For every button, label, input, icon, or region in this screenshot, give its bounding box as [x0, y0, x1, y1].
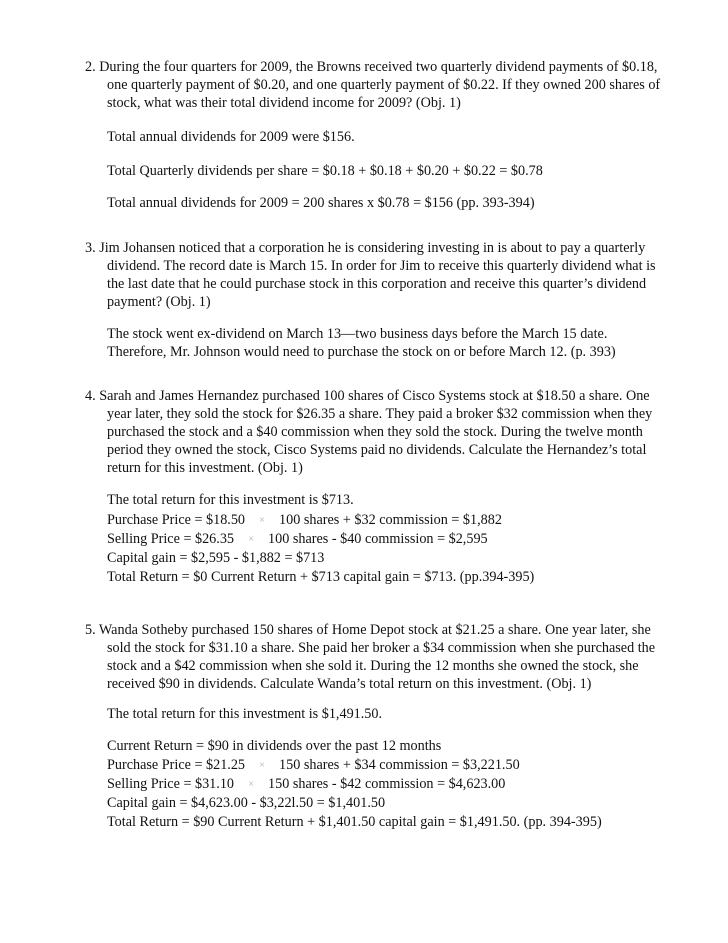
question-text-line: 5. Wanda Sotheby purchased 150 shares of Home Depot stock at $21.25 a share. One year later, she	[85, 622, 651, 638]
question-text-line: purchased the stock and a $40 commission when they sold the stock. During the twelve month	[107, 424, 643, 440]
calc-price: Selling Price = $31.10	[107, 776, 235, 792]
answer-line: Capital gain = $4,623.00 - $3,22l.50 = $1,401.50	[107, 795, 386, 811]
calc-result: 150 shares + $34 commission = $3,221.50	[279, 757, 520, 773]
question-text-line: sold the stock for $31.10 a share. She paid her broker a $34 commission when she purchased the	[107, 640, 656, 656]
question-text-line: year later, they sold the stock for $26.35 a share. They paid a broker $32 commission when they	[107, 406, 653, 422]
calc-line	[107, 756, 520, 775]
multiply-symbol: ×	[248, 778, 254, 790]
answer-line: The total return for this investment is $1,491.50.	[107, 706, 383, 722]
answer-line: Total Return = $0 Current Return + $713 capital gain = $713. (pp.394-395)	[107, 569, 535, 585]
calc-price: Selling Price = $26.35	[107, 531, 235, 547]
calc-result: 100 shares + $32 commission = $1,882	[279, 512, 502, 528]
question-text-line: 2. During the four quarters for 2009, the Browns received two quarterly dividend payments of $0.18,	[85, 59, 658, 75]
multiply-symbol: ×	[248, 533, 254, 545]
answer-line: Therefore, Mr. Johnson would need to purchase the stock on or before March 12. (p. 393)	[107, 344, 616, 360]
calc-result: 100 shares - $40 commission = $2,595	[268, 531, 488, 547]
answer-line: Total annual dividends for 2009 were $156.	[107, 129, 355, 145]
question-text-line: payment? (Obj. 1)	[107, 294, 211, 310]
question-text-line: one quarterly payment of $0.20, and one quarterly payment of $0.22. If they owned 200 shares of	[107, 77, 661, 93]
question-text-line: received $90 in dividends. Calculate Wanda’s total return on this investment. (Obj. 1)	[107, 676, 592, 692]
question-text-line: the last date that he could purchase stock in this corporation and receive this quarter’s dividend	[107, 276, 647, 292]
question-text-line: 3. Jim Johansen noticed that a corporation he is considering investing in is about to pay a quarterly	[85, 240, 646, 256]
question-text-line: stock, what was their total dividend income for 2009? (Obj. 1)	[107, 95, 461, 111]
answer-line: Total annual dividends for 2009 = 200 shares x $0.78 = $156 (pp. 393-394)	[107, 195, 535, 211]
answer-line: The stock went ex-dividend on March 13—two business days before the March 15 date.	[107, 326, 608, 342]
question-text-line: 4. Sarah and James Hernandez purchased 100 shares of Cisco Systems stock at $18.50 a share. One	[85, 388, 650, 404]
answer-line: Capital gain = $2,595 - $1,882 = $713	[107, 550, 325, 566]
calc-line	[107, 775, 505, 794]
calc-price: Purchase Price = $18.50	[107, 512, 246, 528]
answer-line: Total Return = $90 Current Return + $1,401.50 capital gain = $1,491.50. (pp. 394-395)	[107, 814, 602, 830]
question-text-line: dividend. The record date is March 15. In order for Jim to receive this quarterly dividend what is	[107, 258, 656, 274]
multiply-symbol: ×	[259, 759, 265, 771]
answer-line: Current Return = $90 in dividends over the past 12 months	[107, 738, 442, 754]
answer-line: The total return for this investment is $713.	[107, 492, 354, 508]
calc-price: Purchase Price = $21.25	[107, 757, 246, 773]
question-text-line: stock and a $42 commission when she sold it. During the 12 months she owned the stock, she	[107, 658, 639, 674]
answer-line: Total Quarterly dividends per share = $0.18 + $0.18 + $0.20 + $0.22 = $0.78	[107, 163, 543, 179]
calc-line	[107, 511, 502, 530]
calc-result: 150 shares - $42 commission = $4,623.00	[268, 776, 506, 792]
question-text-line: return for this investment. (Obj. 1)	[107, 460, 303, 476]
question-text-line: period they owned the stock, Cisco Systems paid no dividends. Calculate the Hernandez’s total	[107, 442, 647, 458]
calc-line	[107, 530, 488, 549]
multiply-symbol: ×	[259, 514, 265, 526]
